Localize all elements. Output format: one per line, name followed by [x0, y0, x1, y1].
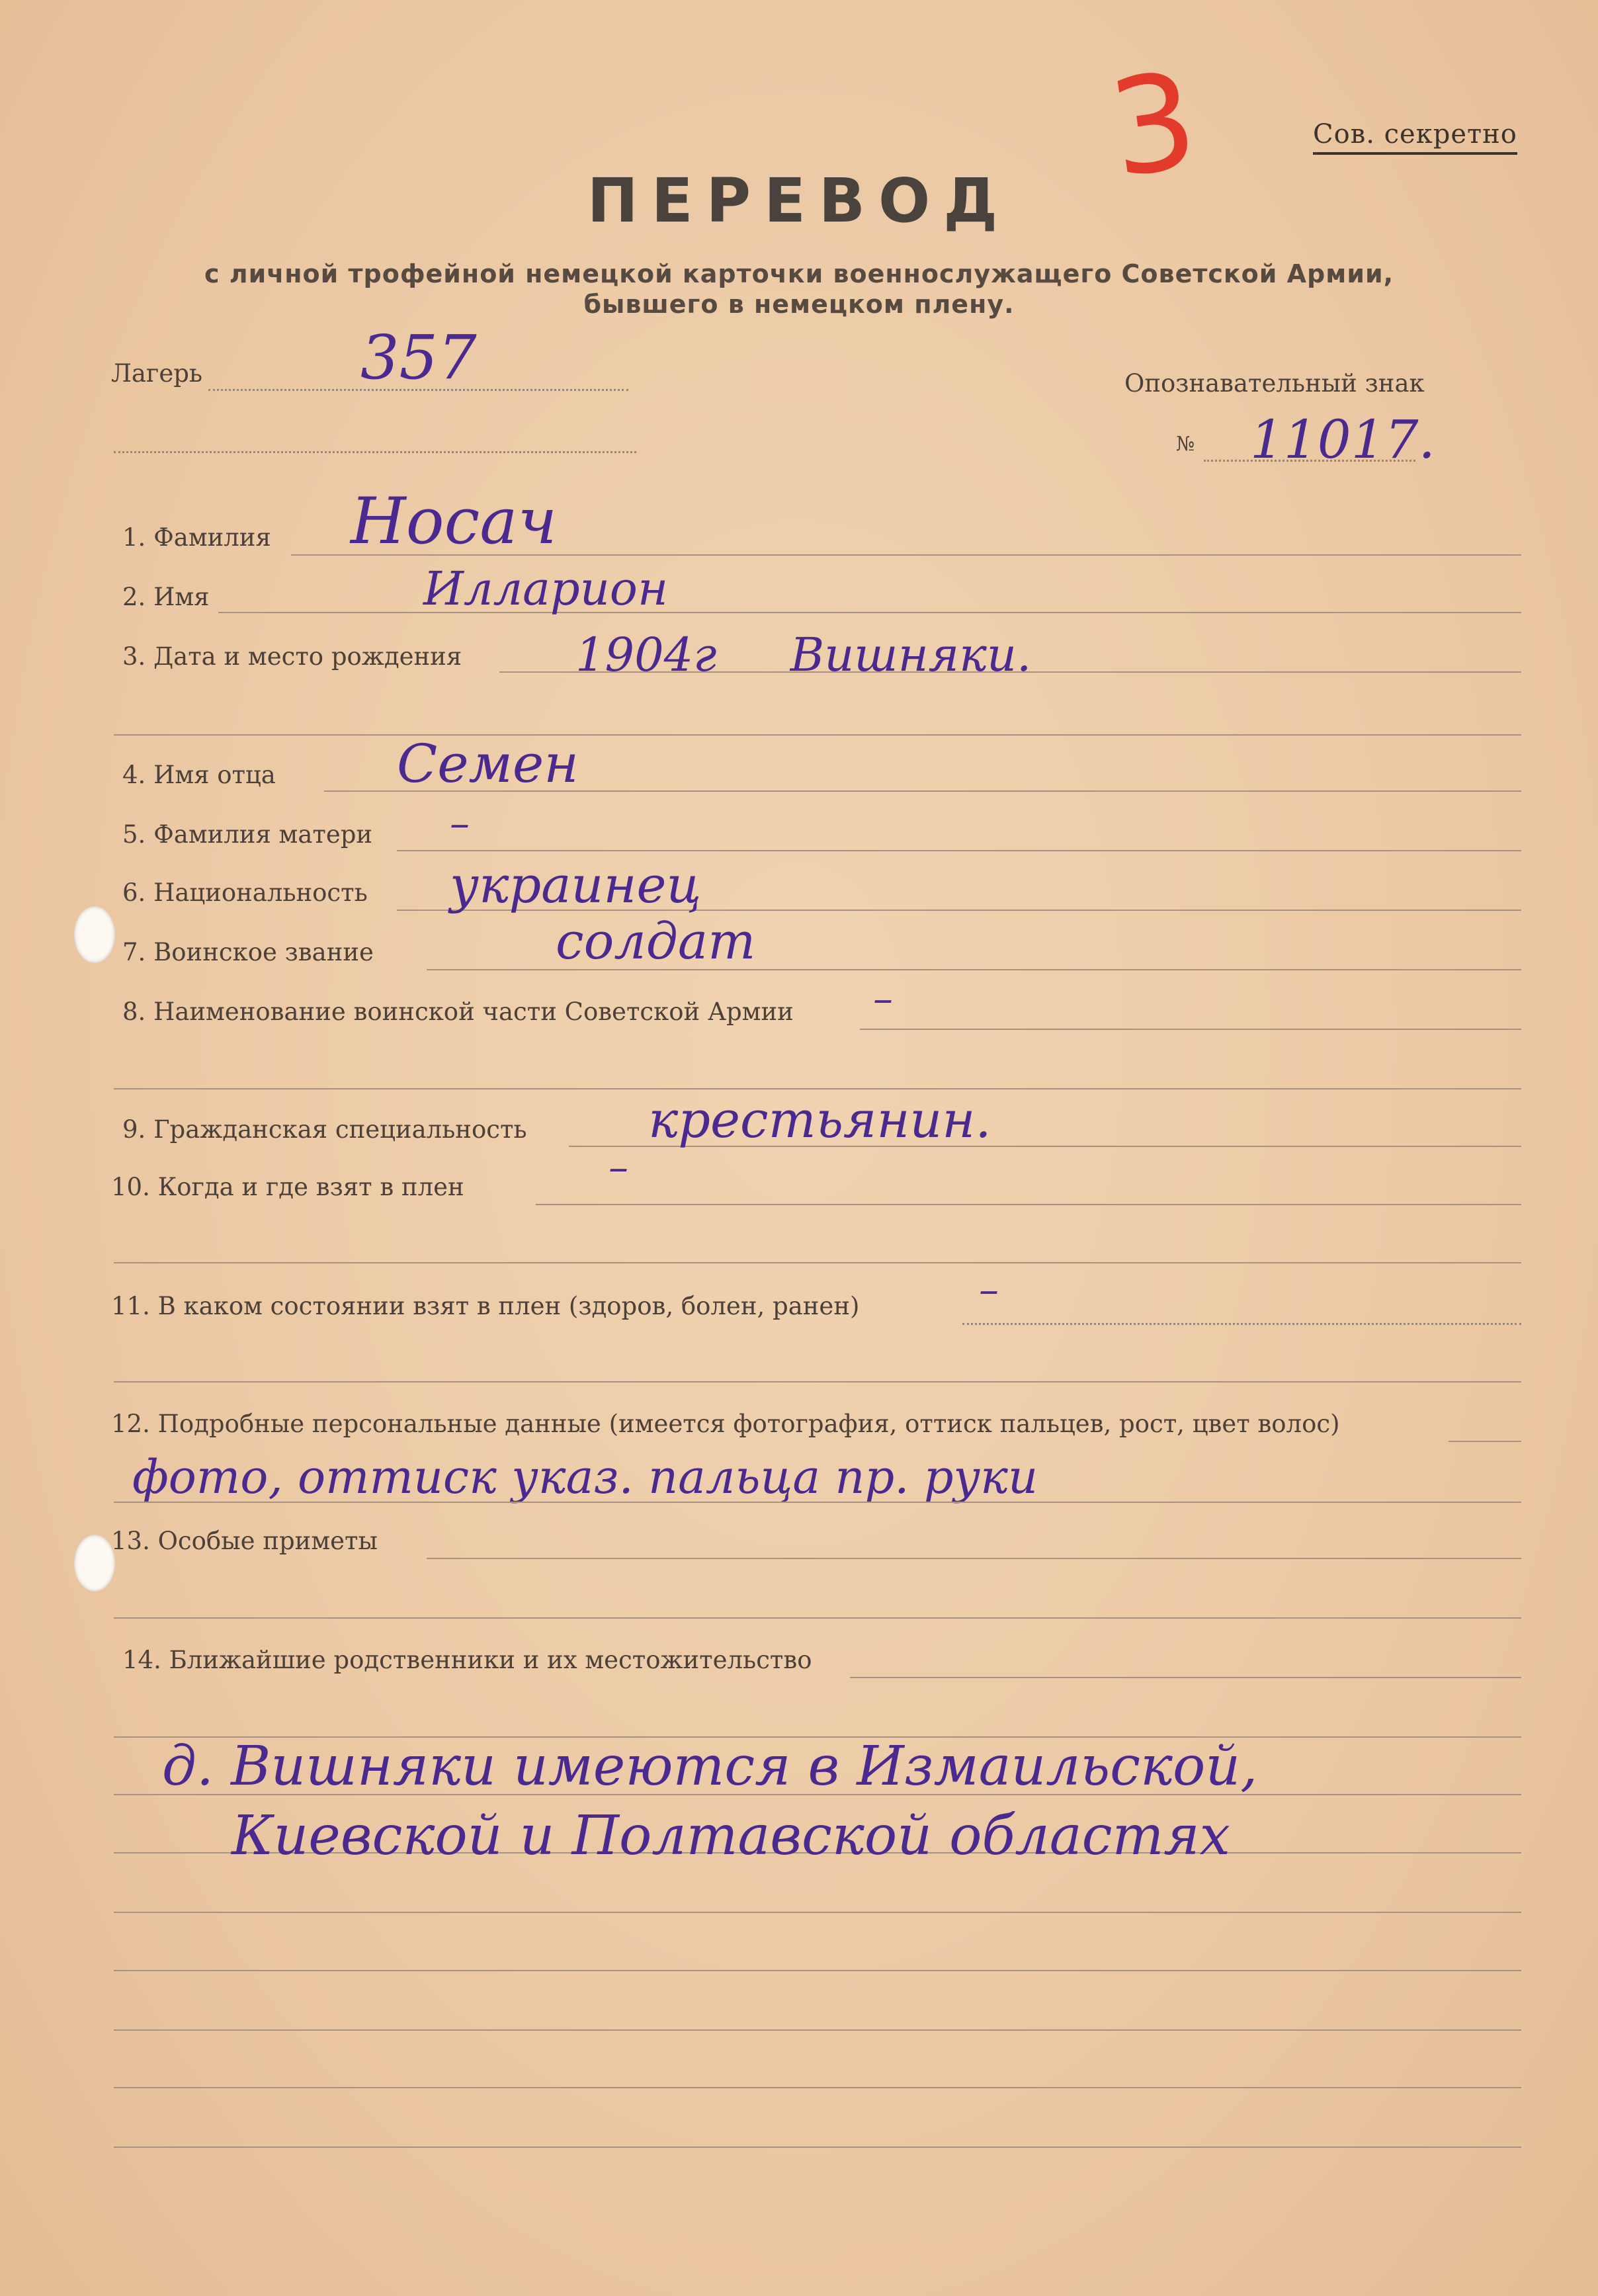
field-line-mother [397, 850, 1521, 851]
relatives-value-line2: Киевской и Полтавской областях [231, 1805, 1230, 1867]
field-label-condition: 11. В каком состоянии взят в плен (здоров, болен, ранен) [111, 1292, 860, 1320]
camp-value: 357 [360, 322, 477, 393]
id-tag-number-label: № [1176, 433, 1195, 456]
field-value-profession: крестьянин. [648, 1090, 991, 1149]
id-tag-label: Опознавательный знак [1124, 369, 1425, 398]
camp-line-2 [114, 451, 636, 453]
field-label-personal-data: 12. Подробные персональные данные (имеется фотография, оттиск пальцев, рост, цвет волос) [111, 1410, 1340, 1438]
field-line-unit-2 [114, 1088, 1521, 1089]
relatives-line [114, 2029, 1521, 2031]
field-label-unit: 8. Наименование воинской части Советской Армии [122, 998, 794, 1026]
field-label-birth: 3. Дата и место рождения [122, 642, 462, 671]
field-line-condition [962, 1323, 1521, 1325]
id-tag-value: 11017. [1250, 409, 1435, 470]
field-label-captured: 10. Когда и где взят в плен [111, 1173, 464, 1201]
relatives-line [114, 2147, 1521, 2148]
field-line-condition-2 [114, 1381, 1521, 1382]
field-line-unit [860, 1029, 1521, 1030]
field-value-condition: – [979, 1267, 999, 1313]
field-line-name [218, 612, 1521, 613]
relatives-line [114, 2087, 1521, 2088]
document-subtitle-line2: бывшего в немецком плену. [583, 290, 1015, 319]
field-line-features-2 [114, 1617, 1521, 1619]
field-label-rank: 7. Воинское звание [122, 938, 374, 966]
field-line-personal-data [1449, 1441, 1521, 1442]
classification-mark: Сов. секретно [1313, 119, 1517, 155]
field-value-personal-data: фото, оттиск указ. пальца пр. руки [132, 1450, 1038, 1504]
field-value-mother: – [450, 800, 470, 847]
field-line-features [427, 1558, 1521, 1559]
field-label-features: 13. Особые приметы [111, 1527, 378, 1555]
field-value-birth: 1904г Вишняки. [575, 628, 1032, 682]
field-label-name: 2. Имя [122, 583, 210, 611]
field-label-relatives: 14. Ближайшие родственники и их местожительство [122, 1646, 812, 1674]
field-value-father: Семен [397, 733, 579, 794]
field-value-name: Илларион [423, 562, 669, 616]
relatives-line [114, 1970, 1521, 1971]
field-line-captured [536, 1204, 1521, 1205]
field-line-captured-2 [114, 1262, 1521, 1263]
field-label-mother: 5. Фамилия матери [122, 820, 373, 849]
red-stamp-number: 3 [1101, 43, 1206, 208]
field-label-profession: 9. Гражданская специальность [122, 1115, 527, 1144]
field-label-nationality: 6. Национальность [122, 878, 368, 907]
relatives-line [114, 1912, 1521, 1913]
field-value-unit: – [873, 976, 893, 1022]
field-label-father: 4. Имя отца [122, 761, 276, 789]
document-title: ПЕРЕВОД [587, 165, 1011, 236]
field-line-birth-2 [114, 734, 1521, 736]
field-line-personal-data-2 [114, 1502, 1521, 1503]
punch-hole [74, 906, 115, 963]
field-label-surname: 1. Фамилия [122, 523, 271, 552]
document-subtitle-line1: с личной трофейной немецкой карточки военнослужащего Советской Армии, [204, 259, 1394, 288]
field-value-captured: – [609, 1144, 628, 1191]
field-line-relatives [850, 1677, 1521, 1678]
punch-hole [74, 1535, 115, 1592]
field-value-rank: солдат [556, 912, 756, 970]
field-value-surname: Носач [351, 484, 558, 558]
camp-label: Лагерь [111, 359, 203, 388]
field-value-nationality: украинец [450, 855, 702, 914]
relatives-value-line1: д. Вишняки имеются в Измаильской, [162, 1735, 1258, 1798]
